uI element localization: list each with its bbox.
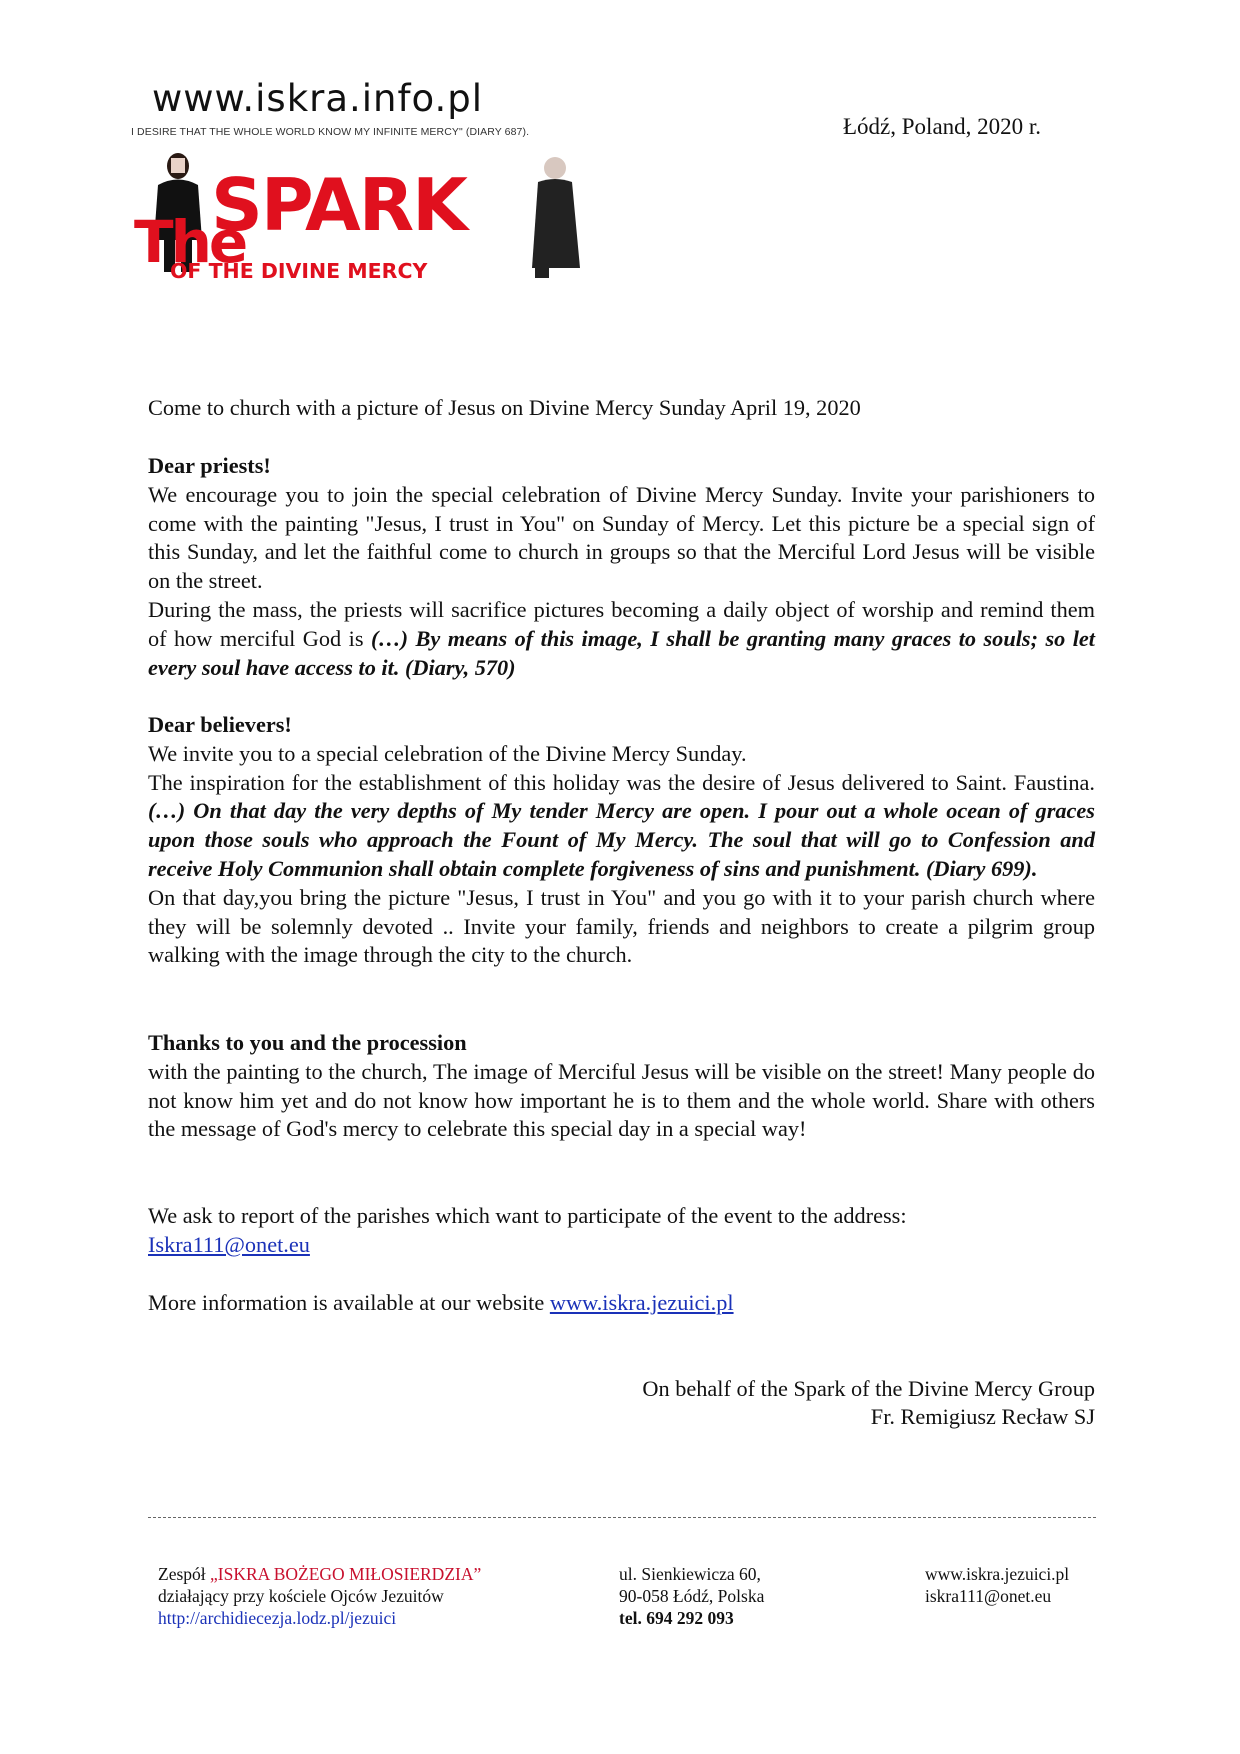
thanks-heading: Thanks to you and the procession — [148, 1030, 467, 1055]
signature-line-1: On behalf of the Spark of the Divine Mercy Group — [642, 1376, 1095, 1401]
footer-street: ul. Sienkiewicza 60, — [619, 1564, 761, 1584]
footer-church-line: działający przy kościele Ojców Jezuitów — [158, 1586, 444, 1606]
believers-paragraph-2 — [148, 769, 1095, 884]
spark-logo — [128, 150, 598, 310]
footer-archdiocese-link[interactable]: http://archidiecezja.lodz.pl/jezuici — [158, 1608, 397, 1628]
section-thanks — [148, 1029, 1095, 1144]
diary-570-quote: (…) By means of this image, I shall be granting many graces to souls; so let every soul have access to it. (Diary, 570) — [148, 625, 1096, 680]
contact-section — [148, 1202, 1095, 1317]
report-text: We ask to report of the parishes which want to participate of the event to the address: — [148, 1203, 907, 1228]
footer-team-name: „ISKRA BOŻEGO MIŁOSIERDZIA” — [210, 1564, 482, 1584]
thanks-paragraph: with the painting to the church, The image of Merciful Jesus will be visible on the street! Many people do not know him yet and do not know how important he is to them and the whole world. Share with others the message of God's mercy to celebrate this special day in a special way! — [148, 1058, 1095, 1142]
email-link[interactable]: Iskra111@onet.eu — [148, 1231, 310, 1257]
believers-line-1: We invite you to a special celebration of the Divine Mercy Sunday. — [148, 740, 747, 766]
signature — [642, 1375, 1095, 1431]
believers-paragraph-2-text: The inspiration for the establishment of this holiday was the desire of Jesus delivered to Saint. Faustina. — [148, 769, 1095, 795]
priests-paragraph-2-text: During the mass, the priests will sacrifice pictures becoming a daily object of worship and remind them of how merciful God is — [148, 596, 1095, 651]
more-info-line — [148, 1289, 1095, 1318]
logo-spark-text: SPARK — [211, 163, 466, 247]
footer-team-prefix: Zespół — [158, 1564, 211, 1584]
footer-website[interactable]: www.iskra.jezuici.pl — [925, 1564, 1070, 1584]
email-line — [148, 1231, 1095, 1260]
diary-699-quote: (…) On that day the very depths of My tender Mercy are open. I pour out a whole ocean of graces upon those souls who approach the Fount of My Mercy. The soul that will go to Confession and receive Holy Communion shall obtain complete forgiveness of sins and punishment. (Diary 699). — [148, 798, 1095, 881]
section-believers — [148, 711, 1095, 970]
believers-heading: Dear believers! — [148, 712, 292, 737]
believers-paragraph-3: On that day,you bring the picture "Jesus, I trust in You" and you go with it to your parish church where they will be solemnly devoted .. Invite your family, friends and neighbors to create a pilgrim group walking with the image through the city to the church. — [148, 884, 1095, 968]
footer-city: 90-058 Łódź, Polska — [619, 1586, 765, 1606]
signature-line-2: Fr. Remigiusz Recław SJ — [870, 1404, 1095, 1429]
footer-col-2 — [619, 1563, 764, 1629]
priests-heading: Dear priests! — [148, 453, 271, 478]
footer-col-3 — [925, 1563, 1069, 1607]
footer-col-1 — [158, 1563, 481, 1629]
logo-the-text: The — [134, 208, 246, 276]
place-date: Łódź, Poland, 2020 r. — [843, 114, 1042, 139]
footer-phone: tel. 694 292 093 — [619, 1608, 734, 1628]
priests-paragraph-1: We encourage you to join the special celebration of Divine Mercy Sunday. Invite your parishioners to come with the painting "Jesus, I trust in You" on Sunday of Mercy. Let this picture be a special sign of this Sunday, and let the faithful come to church in groups so that the Merciful Lord Jesus will be visible on the street. — [148, 481, 1095, 594]
footer-email[interactable]: iskra111@onet.eu — [925, 1586, 1052, 1606]
priests-paragraph-2 — [148, 596, 1095, 682]
footer-divider — [148, 1517, 1096, 1518]
tagline: I DESIRE THAT THE WHOLE WORLD KNOW MY INFINITE MERCY" (DIARY 687). — [131, 126, 530, 138]
section-priests — [148, 452, 1095, 682]
website-link[interactable]: www.iskra.jezuici.pl — [549, 1289, 734, 1315]
priest-figure-icon — [532, 157, 580, 278]
more-info-text: More information is available at our website — [148, 1289, 550, 1315]
logo-subtitle-text: OF THE DIVINE MERCY — [170, 259, 428, 283]
intro-line: Come to church with a picture of Jesus on Divine Mercy Sunday April 19, 2020 — [148, 395, 861, 420]
site-url: www.iskra.info.pl — [152, 77, 484, 120]
spark-logo-graphic — [128, 150, 598, 310]
